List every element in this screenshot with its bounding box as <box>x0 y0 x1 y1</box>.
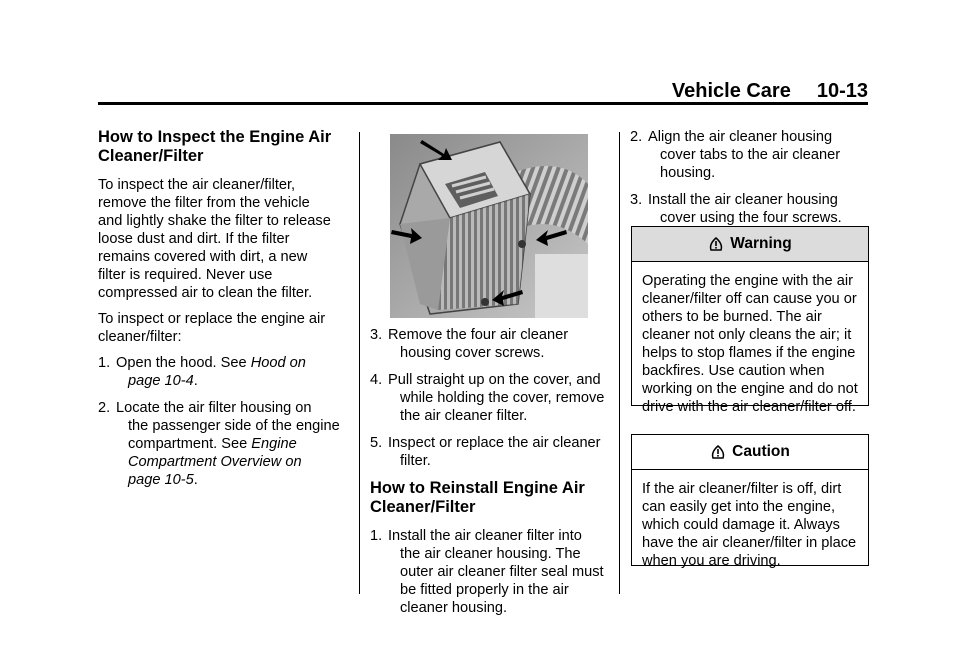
step-5 <box>370 434 615 470</box>
heading-line: How to Reinstall Engine Air <box>370 479 585 497</box>
punctuation: . <box>193 472 198 488</box>
inspect-heading <box>98 128 350 166</box>
step-text: Remove the four air cleaner <box>388 327 569 343</box>
step-text: filter. <box>400 453 431 469</box>
warning-text <box>632 262 868 426</box>
column-2 <box>370 326 615 626</box>
step-number: 4. <box>370 372 383 388</box>
warning-box <box>631 226 869 415</box>
heading-line: Cleaner/Filter <box>370 498 476 516</box>
step-text: Open the hood. See <box>116 355 251 371</box>
step-number: 5. <box>370 435 383 451</box>
text-line: can easily get into the engine, <box>642 499 836 515</box>
step-number: 1. <box>98 355 111 371</box>
caution-header <box>632 435 868 470</box>
step-text: compartment. See <box>128 436 252 452</box>
column-1 <box>98 128 350 498</box>
step-text: Install the air cleaner housing <box>648 192 838 208</box>
caution-title: Caution <box>732 443 790 460</box>
step-number: 3. <box>370 327 383 343</box>
reinstall-step-2 <box>630 128 870 182</box>
text-line: drive with the air cleaner/filter off. <box>642 399 856 415</box>
engine-overview-link[interactable]: Compartment Overview on <box>128 454 302 470</box>
air-cleaner-illustration <box>390 134 588 318</box>
step-text: housing cover screws. <box>400 345 545 361</box>
hood-page-link[interactable]: page 10-4 <box>128 373 194 389</box>
text-line: filter is required. Never use <box>98 267 273 283</box>
heading-line: Cleaner/Filter <box>98 147 204 165</box>
text-line: others to be burned. The air <box>642 309 822 325</box>
step-text: cleaner housing. <box>400 600 508 616</box>
text-line: have the air cleaner/filter in place <box>642 535 857 551</box>
step-text: the passenger side of the engine <box>128 418 340 434</box>
step-number: 1. <box>370 528 383 544</box>
text-line: compressed air to clean the filter. <box>98 285 313 301</box>
punctuation: . <box>193 373 198 389</box>
step-text: be fitted properly in the air <box>400 582 569 598</box>
text-line: cleaner/filter: <box>98 329 182 345</box>
text-line: backfires. Use caution when <box>642 363 825 379</box>
text-line: cleaner/filter off can cause you or <box>642 291 857 307</box>
column-3 <box>630 128 870 236</box>
step-text: housing. <box>660 165 716 181</box>
text-line: To inspect the air cleaner/filter, <box>98 177 296 193</box>
text-line: Operating the engine with the air <box>642 273 853 289</box>
engine-link[interactable]: Engine <box>251 436 297 452</box>
section-title: Vehicle Care <box>671 80 791 102</box>
page-number: 10-13 <box>816 80 868 102</box>
text-line: when you are driving. <box>642 553 781 569</box>
reinstall-step-1 <box>370 527 615 617</box>
step-text: Pull straight up on the cover, and <box>388 372 601 388</box>
page-header <box>98 80 868 103</box>
engine-page-link[interactable]: page 10-5 <box>128 472 194 488</box>
step-text: while holding the cover, remove <box>400 390 605 406</box>
reinstall-step-3 <box>630 191 870 227</box>
step-text: Align the air cleaner housing <box>648 129 833 145</box>
reinstall-heading <box>370 479 615 517</box>
text-line: loose dust and dirt. If the filter <box>98 231 290 247</box>
step-text: Inspect or replace the air cleaner <box>388 435 601 451</box>
text-line: If the air cleaner/filter is off, dirt <box>642 481 842 497</box>
heading-line: How to Inspect the Engine Air <box>98 128 332 146</box>
inspect-paragraph <box>98 310 350 346</box>
step-number: 3. <box>630 192 643 208</box>
text-line: which could damage it. Always <box>642 517 840 533</box>
warning-title: Warning <box>730 235 792 252</box>
column-divider-2 <box>619 132 620 594</box>
column-divider-1 <box>359 132 360 594</box>
step-text: outer air cleaner filter seal must <box>400 564 604 580</box>
text-line: To inspect or replace the engine air <box>98 311 326 327</box>
alert-symbol-icon <box>710 444 726 460</box>
text-line: cleaner not only cleans the air; it <box>642 327 852 343</box>
step-text: Locate the air filter housing on <box>116 400 312 416</box>
text-line: remove the filter from the vehicle <box>98 195 310 211</box>
step-text: cover using the four screws. <box>660 210 842 226</box>
step-text: the air cleaner filter. <box>400 408 528 424</box>
intro-paragraph <box>98 176 350 302</box>
step-text: the air cleaner housing. The <box>400 546 581 562</box>
caution-text <box>632 470 868 580</box>
step-1 <box>98 354 350 390</box>
alert-symbol-icon <box>708 236 724 252</box>
text-line: and lightly shake the filter to release <box>98 213 331 229</box>
warning-header <box>632 227 868 262</box>
step-4 <box>370 371 615 425</box>
step-3 <box>370 326 615 362</box>
text-line: working on the engine and do not <box>642 381 858 397</box>
step-2 <box>98 399 350 489</box>
step-text: cover tabs to the air cleaner <box>660 147 841 163</box>
step-number: 2. <box>98 400 111 416</box>
header-rule <box>98 102 868 105</box>
caution-box <box>631 434 869 569</box>
text-line: helps to stop flames if the engine <box>642 345 856 361</box>
step-number: 2. <box>630 129 643 145</box>
hood-link[interactable]: Hood on <box>250 355 306 371</box>
text-line: remains covered with dirt, a new <box>98 249 308 265</box>
step-text: Install the air cleaner filter into <box>388 528 582 544</box>
